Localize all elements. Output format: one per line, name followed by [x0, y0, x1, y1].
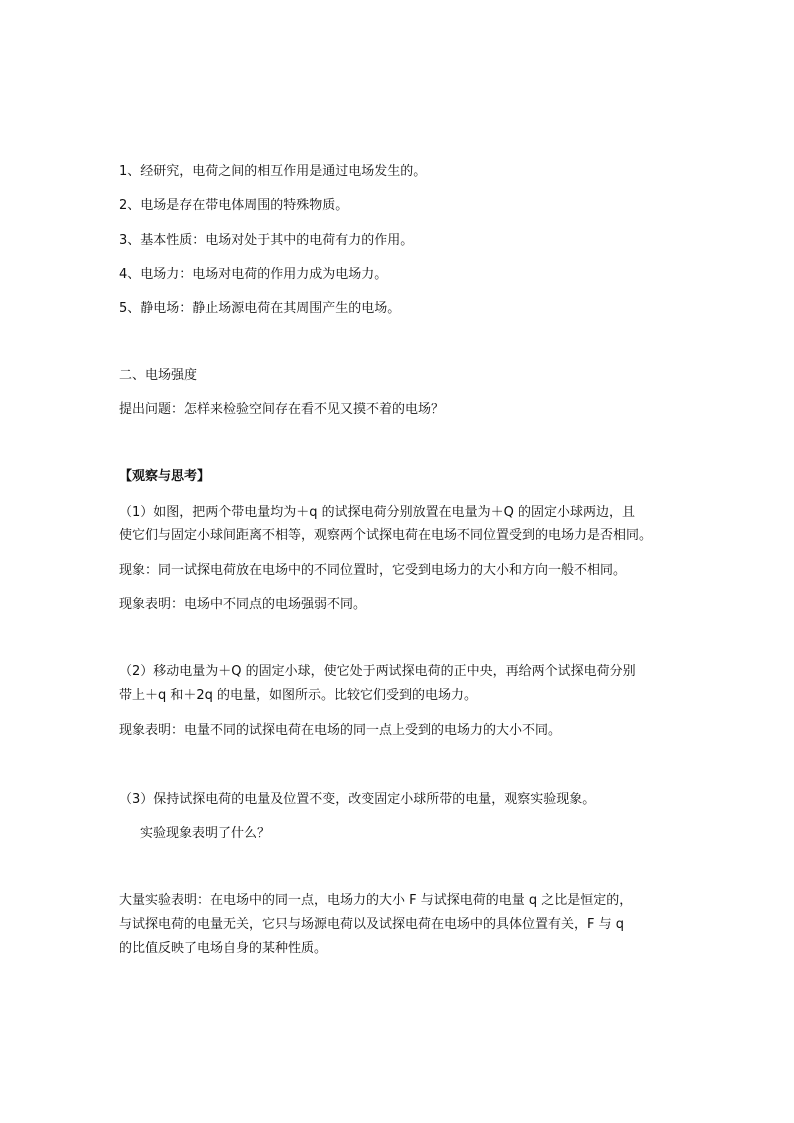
intro-point-2: 2、电场是存在带电体周围的特殊物质。 — [119, 198, 349, 213]
item3-line1: （3）保持试探电荷的电量及位置不变，改变固定小球所带的电量，观察实验现象。 — [119, 792, 596, 807]
item1-line1: （1）如图，把两个带电量均为＋q 的试探电荷分别放置在电量为＋Q 的固定小球两边，且 — [119, 505, 636, 520]
intro-point-4: 4、电场力：电场对电荷的作用力成为电场力。 — [119, 267, 388, 282]
intro-point-3: 3、基本性质：电场对处于其中的电荷有力的作用。 — [119, 233, 414, 248]
phenomenon-shows-text: 现象表明：电场中不同点的电场强弱不同。 — [119, 597, 367, 612]
section-question: 提出问题：怎样来检验空间存在看不见又摸不着的电场？ — [119, 402, 445, 417]
intro-point-5: 5、静电场：静止场源电荷在其周围产生的电场。 — [119, 301, 401, 316]
item3-line2: 实验现象表明了什么？ — [140, 826, 271, 841]
item2-line2: 带上＋q 和＋2q 的电量，如图所示。比较它们受到的电场力。 — [119, 688, 478, 703]
item1-line2: 使它们与固定小球间距离不相等，观察两个试探电荷在电场不同位置受到的电场力是否相同。 — [119, 528, 653, 543]
item2-line1: （2）移动电量为＋Q 的固定小球，使它处于两试探电荷的正中央，再给两个试探电荷分别 — [119, 664, 636, 679]
conclusion-line3: 的比值反映了电场自身的某种性质。 — [119, 941, 328, 956]
phenomenon-text: 现象：同一试探电荷放在电场中的不同位置时，它受到电场力的大小和方向一般不相同。 — [119, 563, 627, 578]
conclusion-line1: 大量实验表明：在电场中的同一点，电场力的大小 F 与试探电荷的电量 q 之比是恒定的， — [119, 893, 633, 908]
intro-point-1: 1、经研究，电荷之间的相互作用是通过电场发生的。 — [119, 164, 427, 179]
item2-shows-text: 现象表明：电量不同的试探电荷在电场的同一点上受到的电场力的大小不同。 — [119, 723, 562, 738]
section-title: 二、电场强度 — [119, 368, 198, 383]
observe-heading: 【观察与思考】 — [119, 469, 211, 484]
conclusion-line2: 与试探电荷的电量无关，它只与场源电荷以及试探电荷在电场中的具体位置有关，F 与 q — [119, 917, 624, 932]
